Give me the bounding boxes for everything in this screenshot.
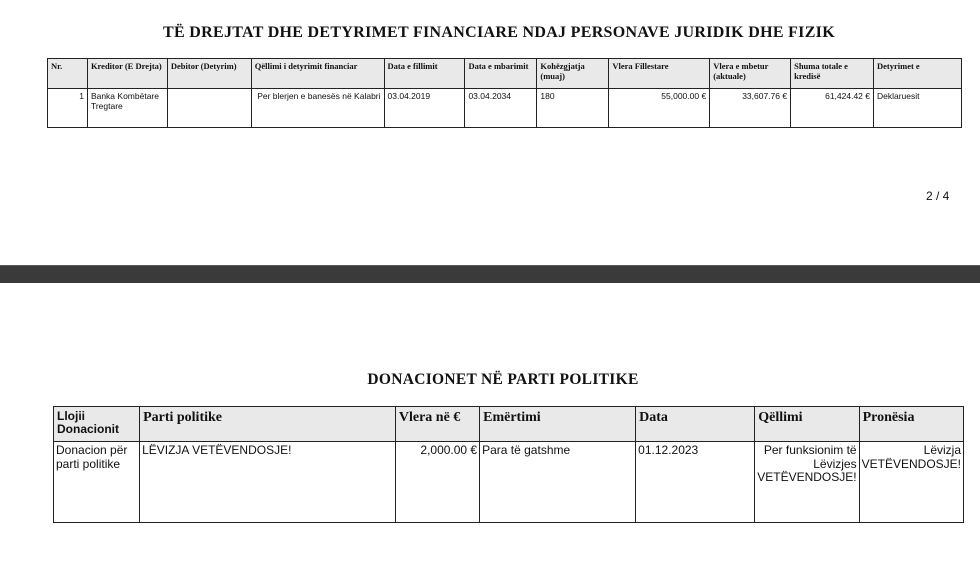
section-title-donations: DONACIONET NË PARTI POLITIKE	[367, 371, 639, 388]
col-header: Qëllimi	[755, 407, 859, 442]
col-header: Pronësia	[859, 407, 963, 442]
cell-purpose: Per blerjen e banesës në Kalabri	[251, 89, 384, 128]
col-header: Detyrimet e	[874, 59, 962, 89]
table-row	[48, 89, 962, 128]
cell-value: 2,000.00 €	[395, 442, 479, 523]
cell-debtor	[167, 89, 251, 128]
col-header: Data e mbarimit	[465, 59, 537, 89]
col-header: Vlera e mbetur (aktuale)	[710, 59, 791, 89]
table-row	[54, 442, 964, 523]
col-header: Nr.	[48, 59, 88, 89]
col-header: Vlera Fillestare	[609, 59, 710, 89]
cell-donation-type: Donacion për parti politike	[54, 442, 140, 523]
page-separator	[0, 265, 980, 284]
col-header: Vlera në €	[395, 407, 479, 442]
cell-start-date: 03.04.2019	[384, 89, 465, 128]
cell-date: 01.12.2023	[636, 442, 755, 523]
page-number: 2 / 4	[926, 189, 950, 203]
cell-remaining-value: 33,607.76 €	[710, 89, 791, 128]
col-header: Kreditor (E Drejta)	[87, 59, 167, 89]
col-header: Llojii Donacionit	[54, 407, 140, 442]
col-header: Shuma totale e kredisë	[791, 59, 874, 89]
document-page-3	[0, 283, 980, 561]
cell-creditor: Banka Kombëtare Tregtare	[87, 89, 167, 128]
cell-duration: 180	[537, 89, 609, 128]
cell-obligations: Deklaruesit	[874, 89, 962, 128]
table-header-row	[48, 59, 962, 89]
cell-name: Para të gatshme	[480, 442, 636, 523]
cell-end-date: 03.04.2034	[465, 89, 537, 128]
cell-political-party: LËVIZJA VETËVENDOSJE!	[140, 442, 396, 523]
cell-ownership: Lëvizja VETËVENDOSJE!	[859, 442, 963, 523]
table-header-row	[54, 407, 964, 442]
col-header: Parti politike	[140, 407, 396, 442]
col-header: Data	[636, 407, 755, 442]
financial-obligations-table	[47, 58, 962, 128]
col-header: Data e fillimit	[384, 59, 465, 89]
col-header: Emërtimi	[480, 407, 636, 442]
donations-table	[53, 406, 964, 523]
col-header: Debitor (Detyrim)	[167, 59, 251, 89]
col-header: Kohëzgjatja (muaj)	[537, 59, 609, 89]
col-header: Qëllimi i detyrimit financiar	[251, 59, 384, 89]
cell-nr: 1	[48, 89, 88, 128]
document-page-2	[0, 0, 980, 265]
cell-initial-value: 55,000.00 €	[609, 89, 710, 128]
cell-total-amount: 61,424.42 €	[791, 89, 874, 128]
section-title-financial-obligations: TË DREJTAT DHE DETYRIMET FINANCIARE NDAJ PERSONAVE JURIDIK DHE FIZIK	[163, 24, 835, 41]
cell-purpose: Per funksionim të Lëvizjes VETËVENDOSJE!	[755, 442, 859, 523]
